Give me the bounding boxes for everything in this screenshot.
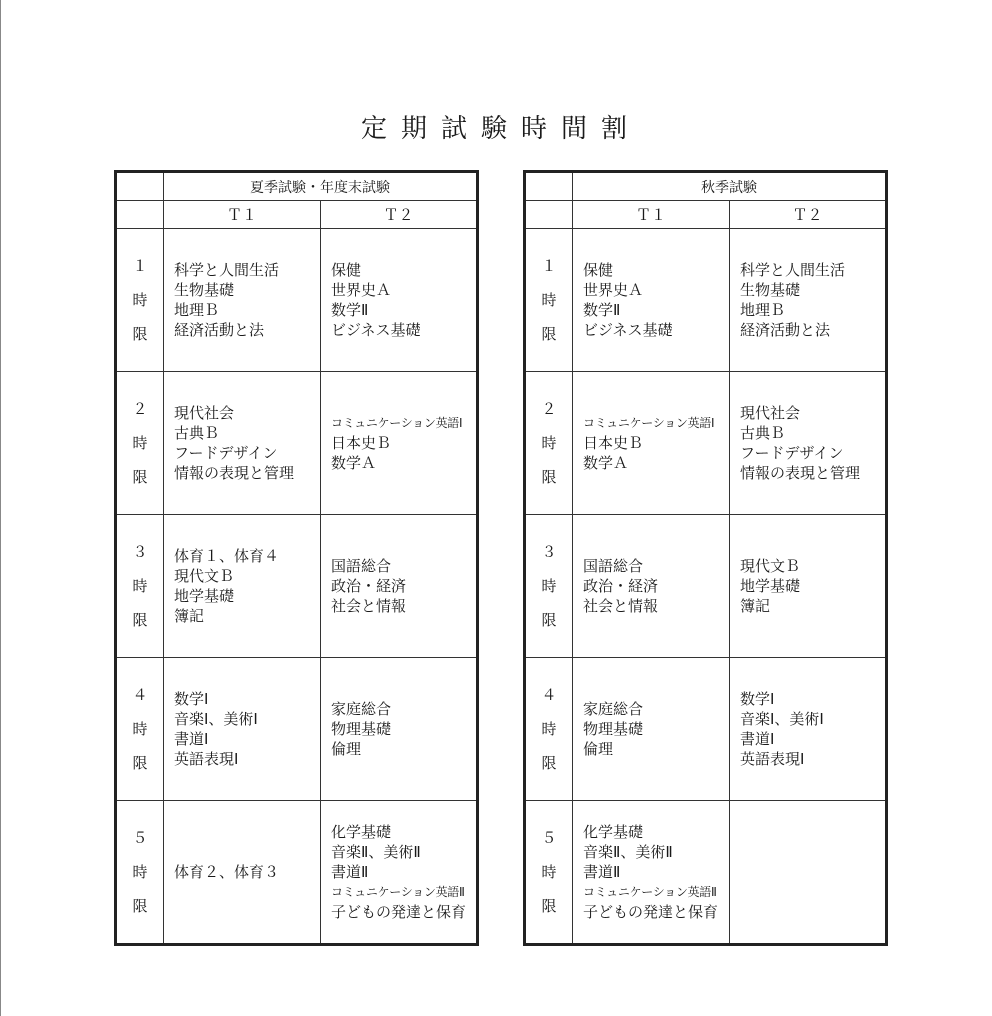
corner-cell <box>525 172 573 201</box>
period-label-char: １ <box>541 257 557 275</box>
corner-cell <box>116 172 164 201</box>
subject-name: 物理基礎 <box>583 720 644 738</box>
period-label <box>525 372 573 515</box>
subjects-cell-t1 <box>164 515 321 658</box>
subject-name: 古典Ｂ <box>740 424 786 442</box>
column-header-t2: Ｔ２ <box>321 201 478 229</box>
period-row <box>525 801 887 945</box>
period-label-char: 限 <box>541 897 557 915</box>
period-row <box>116 229 478 372</box>
subject-name: 音楽Ⅰ、美術Ⅰ <box>174 710 258 728</box>
period-row <box>116 658 478 801</box>
period-label <box>525 515 573 658</box>
subject-name: 現代社会 <box>174 404 235 422</box>
subject-name: 地学基礎 <box>174 587 235 605</box>
subjects-cell-t1 <box>164 658 321 801</box>
period-label-char: ３ <box>132 543 148 561</box>
subjects-cell-t1 <box>573 658 730 801</box>
subjects-cell-t1 <box>573 372 730 515</box>
subject-name: 家庭総合 <box>583 700 644 718</box>
subject-name: 書道Ⅰ <box>174 730 209 748</box>
subject-name: コミュニケーション英語Ⅱ <box>583 885 717 899</box>
period-label-char: ３ <box>541 543 557 561</box>
subject-name: 科学と人間生活 <box>740 261 846 279</box>
subject-name: 英語表現Ⅰ <box>174 750 239 768</box>
subject-name: 現代文Ｂ <box>174 567 235 585</box>
subjects-cell-t2 <box>730 229 887 372</box>
table-header: 夏季試験・年度末試験 <box>164 172 478 201</box>
period-label-char: 限 <box>132 897 148 915</box>
subjects-cell-t2 <box>730 801 887 945</box>
corner-cell <box>116 201 164 229</box>
subject-name: ビジネス基礎 <box>583 321 673 339</box>
subjects-cell-t1 <box>164 801 321 945</box>
period-label <box>116 372 164 515</box>
subject-name: 数学Ⅰ <box>174 690 209 708</box>
period-label-char: ５ <box>541 829 557 847</box>
subjects-cell-t2 <box>321 801 478 945</box>
subjects-cell-t1 <box>573 515 730 658</box>
period-label <box>525 229 573 372</box>
period-label-char: ４ <box>541 686 557 704</box>
period-label-char: １ <box>132 257 148 275</box>
subjects-cell-t1 <box>164 229 321 372</box>
subject-name: 書道Ⅰ <box>740 730 775 748</box>
subject-name: 子どもの発達と保育 <box>583 903 719 921</box>
subjects-cell-t2 <box>321 515 478 658</box>
subject-name: 社会と情報 <box>331 597 407 615</box>
subjects-cell-t2 <box>321 658 478 801</box>
table-header: 秋季試験 <box>573 172 887 201</box>
page-title: 定期試験時間割 <box>360 114 641 144</box>
subject-name: 家庭総合 <box>331 700 392 718</box>
subject-name: 情報の表現と管理 <box>740 464 861 482</box>
subjects-cell-t2 <box>321 229 478 372</box>
period-label-char: 限 <box>541 468 557 486</box>
subject-name: 書道Ⅱ <box>331 863 369 881</box>
period-label-char: 時 <box>541 291 557 309</box>
subject-name: 数学Ａ <box>583 454 629 472</box>
corner-cell <box>525 201 573 229</box>
period-label-char: 時 <box>541 863 557 881</box>
column-header-t1: Ｔ１ <box>573 201 730 229</box>
column-header-t1: Ｔ１ <box>164 201 321 229</box>
subject-name: 地学基礎 <box>740 577 801 595</box>
period-label <box>116 801 164 945</box>
subject-name: 日本史Ｂ <box>331 434 392 452</box>
period-label <box>116 515 164 658</box>
subject-name: 化学基礎 <box>331 823 392 841</box>
period-label-char: 時 <box>541 720 557 738</box>
subjects-cell-t1 <box>573 801 730 945</box>
subject-name: 音楽Ⅱ、美術Ⅱ <box>331 843 421 861</box>
subjects-cell-t2 <box>730 658 887 801</box>
period-label-char: 限 <box>541 325 557 343</box>
period-label-char: 限 <box>132 754 148 772</box>
subject-name: 世界史Ａ <box>583 281 644 299</box>
subject-name: 科学と人間生活 <box>174 261 280 279</box>
subject-name: コミュニケーション英語Ⅱ <box>331 885 465 899</box>
period-label <box>525 801 573 945</box>
period-label-char: 限 <box>541 754 557 772</box>
period-label <box>116 658 164 801</box>
subject-name: フードデザイン <box>174 444 278 462</box>
period-row <box>116 372 478 515</box>
subject-name: ビジネス基礎 <box>331 321 421 339</box>
column-header-t2: Ｔ２ <box>730 201 887 229</box>
subject-name: 情報の表現と管理 <box>174 464 295 482</box>
subject-name: 保健 <box>331 261 362 279</box>
subjects-cell-t1 <box>164 372 321 515</box>
subject-name: 生物基礎 <box>174 281 235 299</box>
subject-name: 国語総合 <box>583 557 644 575</box>
subject-name: 生物基礎 <box>740 281 801 299</box>
subject-name: 世界史Ａ <box>331 281 392 299</box>
subject-name: 現代社会 <box>740 404 801 422</box>
subject-name: 数学Ⅱ <box>331 301 369 319</box>
subject-name: 地理Ｂ <box>174 301 220 319</box>
period-label-char: 限 <box>132 325 148 343</box>
subject-name: 現代文Ｂ <box>740 557 801 575</box>
subject-name: 数学Ⅱ <box>583 301 621 319</box>
period-label <box>116 229 164 372</box>
period-row <box>116 515 478 658</box>
period-label-char: 限 <box>132 611 148 629</box>
subject-name: 政治・経済 <box>331 577 407 595</box>
exam-table-autumn <box>523 170 888 946</box>
period-row <box>116 801 478 945</box>
subject-name: 簿記 <box>740 597 771 615</box>
subject-name: 保健 <box>583 261 614 279</box>
subject-name: コミュニケーション英語Ⅰ <box>583 416 715 430</box>
period-row <box>525 515 887 658</box>
period-label-char: ５ <box>132 829 148 847</box>
period-label-char: 時 <box>541 577 557 595</box>
subject-name: 英語表現Ⅰ <box>740 750 805 768</box>
period-row <box>525 658 887 801</box>
period-label-char: 時 <box>132 291 148 309</box>
subject-name: 物理基礎 <box>331 720 392 738</box>
period-rows <box>116 229 478 945</box>
period-row <box>525 229 887 372</box>
subjects-cell-t1 <box>573 229 730 372</box>
subject-name: 日本史Ｂ <box>583 434 644 452</box>
exam-table-summer-yearend <box>114 170 479 946</box>
subject-name: 音楽Ⅰ、美術Ⅰ <box>740 710 824 728</box>
subject-name: 倫理 <box>331 740 362 758</box>
period-label <box>525 658 573 801</box>
subjects-cell-t2 <box>730 372 887 515</box>
subject-name: 経済活動と法 <box>740 321 831 339</box>
period-label-char: 時 <box>132 577 148 595</box>
period-label-char: 時 <box>132 863 148 881</box>
subject-name: 子どもの発達と保育 <box>331 903 467 921</box>
period-label-char: 時 <box>132 720 148 738</box>
subject-name: 古典Ｂ <box>174 424 220 442</box>
period-label-char: 時 <box>132 434 148 452</box>
subject-name: 社会と情報 <box>583 597 659 615</box>
period-rows <box>525 229 887 945</box>
period-label-char: ２ <box>541 400 557 418</box>
subject-name: 体育１、体育４ <box>174 547 280 565</box>
subject-name: 簿記 <box>174 607 205 625</box>
subject-name: 数学Ⅰ <box>740 690 775 708</box>
period-label-char: ４ <box>132 686 148 704</box>
period-row <box>525 372 887 515</box>
subject-name: 体育２、体育３ <box>174 863 280 881</box>
period-label-char: 時 <box>541 434 557 452</box>
subject-name: 音楽Ⅱ、美術Ⅱ <box>583 843 673 861</box>
period-label-char: 限 <box>132 468 148 486</box>
period-label-char: ２ <box>132 400 148 418</box>
subject-name: 化学基礎 <box>583 823 644 841</box>
subject-name: 地理Ｂ <box>740 301 786 319</box>
subjects-cell-t2 <box>321 372 478 515</box>
subject-name: 倫理 <box>583 740 614 758</box>
subject-name: コミュニケーション英語Ⅰ <box>331 416 463 430</box>
subject-name: 経済活動と法 <box>174 321 265 339</box>
subject-name: 国語総合 <box>331 557 392 575</box>
subjects-cell-t2 <box>730 515 887 658</box>
subject-name: フードデザイン <box>740 444 844 462</box>
subject-name: 数学Ａ <box>331 454 377 472</box>
period-label-char: 限 <box>541 611 557 629</box>
subject-name: 政治・経済 <box>583 577 659 595</box>
subject-name: 書道Ⅱ <box>583 863 621 881</box>
